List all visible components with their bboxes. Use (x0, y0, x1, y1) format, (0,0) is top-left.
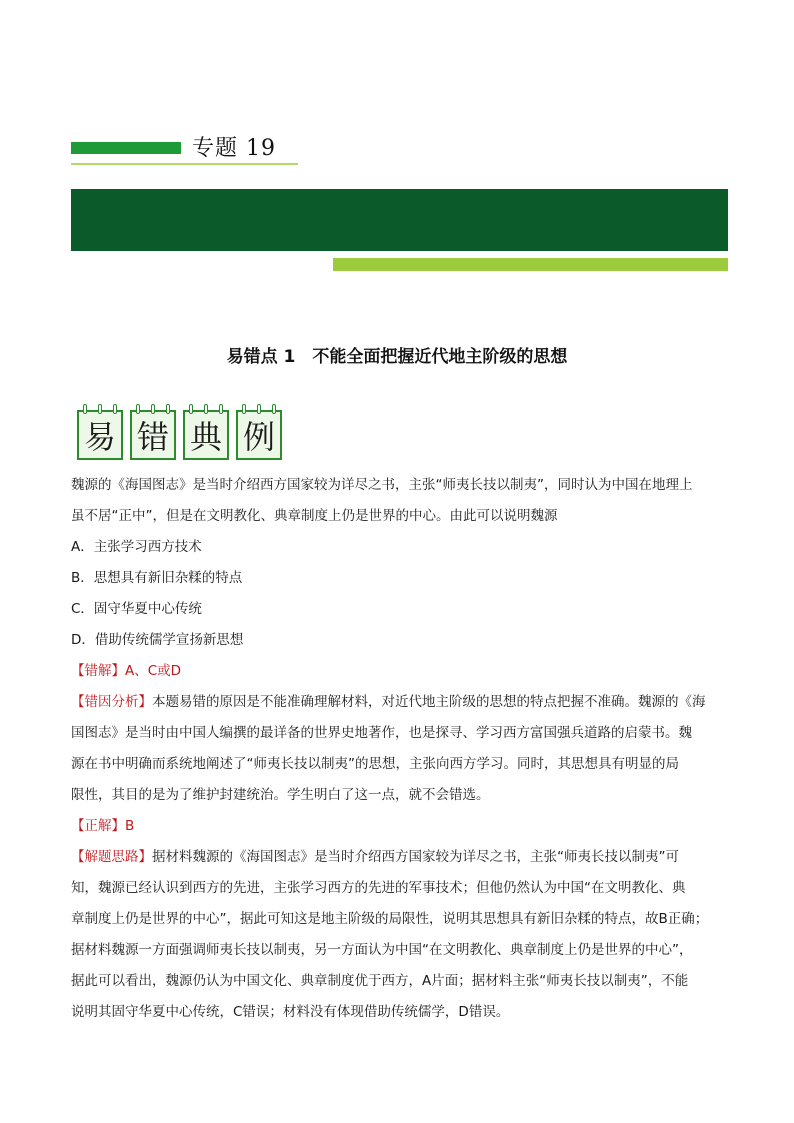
solution-line: 据此可以看出，魏源仍认为中国文化、典章制度优于西方，A片面；据材料主张“师夷长技以制夷”，不能 (71, 973, 689, 989)
topic-accent-bar (71, 142, 181, 154)
binder-rings-icon (136, 404, 170, 414)
wrong-answer-label: 【错解】 (71, 663, 125, 679)
stamp-tile (130, 410, 176, 460)
stamp-character: 错 (136, 418, 169, 456)
option-a: A．主张学习西方技术 (71, 539, 202, 555)
stamp-tile (77, 410, 123, 460)
solution-text: 据材料魏源的《海国图志》是当时介绍西方国家较为详尽之书，主张“师夷长技以制夷”可 (152, 849, 679, 865)
solution-label: 【解题思路】 (71, 849, 152, 865)
error-analysis-line: 限性，其目的是为了维护封建统治。学生明白了这一点，就不会错选。 (71, 787, 490, 803)
question-body (71, 470, 726, 1028)
solution-line (71, 842, 726, 873)
question-line: 魏源的《海国图志》是当时介绍西方国家较为详尽之书，主张“师夷长技以制夷”，同时认为中国在地理上 (71, 477, 693, 493)
correct-answer-text: B (125, 818, 135, 834)
option-d: D．借助传统儒学宣扬新思想 (71, 632, 244, 648)
binder-rings-icon (189, 404, 223, 414)
topic-title: 专题 19 (192, 136, 276, 161)
solution-line: 据材料魏源一方面强调师夷长技以制夷，另一方面认为中国“在文明教化、典章制度上仍是世界的中心”， (71, 942, 693, 958)
binder-rings-icon (242, 404, 276, 414)
wrong-answer-text: A、C或D (125, 663, 182, 679)
wrong-answer (71, 656, 726, 687)
error-analysis-line: 源在书中明确而系统地阐述了“师夷长技以制夷”的思想，主张向西方学习。同时，其思想具有明显的局 (71, 756, 679, 772)
error-analysis-text: 本题易错的原因是不能准确理解材料，对近代地主阶级的思想的特点把握不准确。魏源的《海 (152, 694, 706, 710)
stamp-character: 例 (242, 418, 275, 456)
stamp-character: 易 (83, 418, 116, 456)
solution-line: 说明其固守华夏中心传统，C错误；材料没有体现借助传统儒学，D错误。 (71, 1004, 510, 1020)
error-analysis-line: 国图志》是当时由中国人编撰的最详备的世界史地著作，也是探寻、学习西方富国强兵道路的启蒙书。魏 (71, 725, 692, 741)
correct-answer-label: 【正解】 (71, 818, 125, 834)
stamp-tile (183, 410, 229, 460)
question-line: 虽不居“正中”，但是在文明教化、典章制度上仍是世界的中心。由此可以说明魏源 (71, 508, 558, 524)
binder-rings-icon (83, 404, 117, 414)
stamp-tile (236, 410, 282, 460)
solution-line: 知，魏源已经认识到西方的先进，主张学习西方的先进的军事技术；但他仍然认为中国“在文明教化、典 (71, 880, 686, 896)
option-c: C．固守华夏中心传统 (71, 601, 202, 617)
section-title: 易错点 1 不能全面把握近代地主阶级的思想 (226, 347, 568, 367)
error-analysis-line (71, 687, 726, 718)
option-b: B．思想具有新旧杂糅的特点 (71, 570, 243, 586)
solution-line: 章制度上仍是世界的中心”，据此可知这是地主阶级的局限性，说明其思想具有新旧杂糅的特点，故B正确； (71, 911, 709, 927)
stamp-row (77, 410, 282, 460)
stamp-character: 典 (189, 418, 222, 456)
correct-answer (71, 811, 726, 842)
error-analysis-label: 【错因分析】 (71, 694, 152, 710)
topic-underline (71, 163, 298, 165)
header-banner (71, 189, 728, 251)
header-banner-stripe (333, 258, 728, 271)
